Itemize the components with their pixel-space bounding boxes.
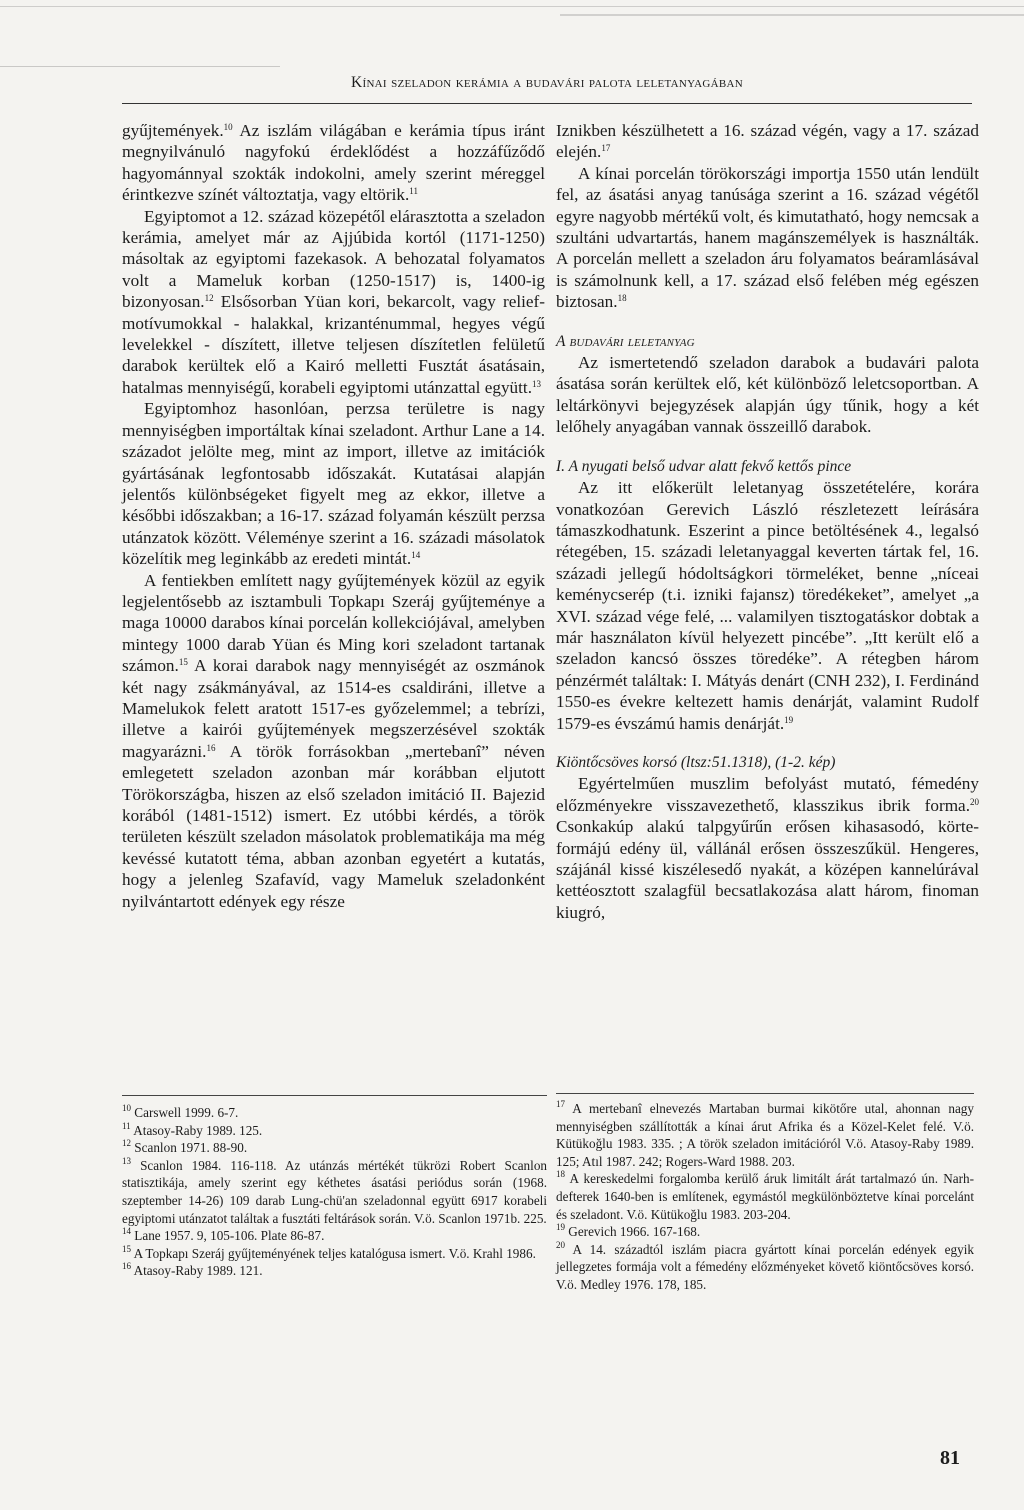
header-rule — [122, 103, 972, 104]
text-run: A korai darabok nagy mennyiségét az oszmánok két nagy zsákmányával, az 1514-es csaldiráni, illetve a Mamelukok felett aratott 1517-es győzelemmel; a tebrízi, illetve a kairói gyűjtemények megszerzésével szokták magyarázni. — [122, 656, 545, 761]
footnote-number: 20 — [556, 1239, 565, 1250]
footnote-number: 16 — [122, 1261, 131, 1272]
text-run: A török forrásokban „mertebanî” néven emlegetett szeladon azonban már korábban eljutott Törökországba, hiszen az első szeladon imitáció II. Bajezid korából (1481-1512) ismert. Ez utóbbi kérdés, a török területen készült szeladon másolatok problematikája ma még kevéssé kutatott téma, abban azonban egyetért a kutatás, hogy a jelenleg Szafavíd, vagy Mameluk szeladonként nyilvántartott edények egy része — [122, 741, 545, 911]
footnote — [122, 1104, 547, 1122]
text-run: Csonkakúp alakú talpgyűrűn erősen kihasasodó, körte-formájú edény ül, vállánál erősen összeszűkül. Hengeres, szájánál kissé kiszélesedő nyakát, a középen kannelúrával kettéosztott szalagfül becsatlakozása alatt három, finoman kiugró, — [556, 817, 979, 922]
text-run: Az iszlám világában e kerámia típus iránt megnyilvánuló nagyfokú érdeklődést a hozzáfűződő hagyománnyal szokták indokolni, amely szerint méreggel érintkezve színét változtatja, vagy eltörik. — [122, 121, 545, 205]
footnote-number: 14 — [122, 1226, 131, 1237]
footnote-text: Carswell 1999. 6-7. — [134, 1105, 239, 1120]
footnote-number: 13 — [122, 1155, 131, 1166]
page-number: 81 — [940, 1447, 960, 1469]
paragraph — [556, 773, 979, 923]
footnote — [122, 1227, 547, 1245]
footnote-ref[interactable]: 11 — [409, 186, 418, 197]
text-run: Egyiptomhoz hasonlóan, perzsa területre is nagy mennyiségben importáltak kínai szeladont. Arthur Lane a 14. századot jelölte meg, mint az import, illetve az imitációk gyártásának legfontosabb időszakát. Kutatásai alapján jelentős különbségeket figyelt meg az ekkor, illetve a későbbi időszakban; a 16-17. század folyamán készült perzsa utánzatok között. Véleménye szerint a 16. századi másolatok közelítik meg leginkább az eredeti mintát. — [122, 399, 545, 569]
footnote-ref[interactable]: 18 — [617, 293, 627, 304]
footnote — [556, 1241, 974, 1294]
footnote-ref[interactable]: 13 — [532, 378, 541, 389]
text-run: Iznikben készülhetett a 16. század végén, vagy a 17. század elején. — [556, 121, 979, 162]
left-column — [122, 120, 545, 912]
footnote-ref[interactable]: 20 — [970, 796, 979, 807]
footnote — [556, 1223, 974, 1241]
footnotes-right — [556, 1100, 974, 1294]
paragraph — [122, 398, 545, 569]
text-run: A fentiekben említett nagy gyűjtemények közül az egyik legjelentősebb az isztambuli Topkapı Szeráj gyűjteménye a maga 10000 darabos kínai porcelán kollekciójával, amelyben mintegy 1000 darab Yüan és Ming kori szeladont tartanak számon. — [122, 570, 545, 676]
footnote-ref[interactable]: 17 — [601, 143, 611, 154]
footnote-text: A 14. századtól iszlám piacra gyártott kínai porcelán edények egyik jellegzetes formája volt a fémedény előzményeket követő kiöntőcsöves korsó. V.ö. Medley 1976. 178, 185. — [556, 1241, 974, 1292]
text-run: Elsősorban Yüan kori, bekarcolt, vagy relief-motívumokkal - halakkal, krizanténummal, hegyes végű levelekkel - díszített, illetve teljesen díszítetlen felületű darabok kerültek elő a Kairó melletti Fusztát ásatásain, hatalmas mennyiségű, korabeli egyiptomi utánzattal együtt. — [122, 292, 545, 397]
section-heading: A budavári leletanyag — [556, 332, 695, 350]
footnote-text: Gerevich 1966. 167-168. — [568, 1224, 701, 1240]
footnote-number: 19 — [556, 1222, 565, 1233]
paragraph — [556, 477, 979, 734]
right-column — [556, 120, 979, 923]
footnote-text: Atasoy-Raby 1989. 125. — [133, 1122, 263, 1138]
footnote — [122, 1245, 547, 1263]
footnote-ref[interactable]: 12 — [204, 293, 214, 304]
text-run: Egyiptomot a 12. század közepétől elárasztotta a szeladon kerámia, amelyet már az Ajjúbida kortól (1171-1250) másoltak az egyiptomi fazekasok. A behozatal folyamatos volt a Mameluk korban (1250-1517) is, 1400-ig bizonyosan. — [122, 206, 545, 312]
footnote-ref[interactable]: 15 — [178, 657, 188, 668]
text-run: gyűjtemények. — [122, 121, 224, 140]
footnote — [122, 1139, 547, 1157]
footnote-text: A mertebanî elnevezés Martaban burmai kikötőre utal, ahonnan nagy mennyiségben szállították a kínai árut Afrika és a Közel-Kelet felé. V.ö. Kütükoğlu 1983. 335. ; A török szeladon imitációról V.ö. Atasoy-Raby 1989. 125; Atıl 1987. 242; Rogers-Ward 1988. 203. — [556, 1101, 974, 1169]
footnote-text: Scanlon 1971. 88-90. — [134, 1140, 248, 1156]
footnote-number: 10 — [122, 1103, 131, 1113]
footnote-ref[interactable]: 10 — [223, 122, 233, 132]
text-run: Az itt előkerült leletanyag összetételére, korára vonatkozóan Gerevich László részletezett leírására támaszkodhatunk. Eszerint a pince betöltésének 4., legalsó rétegében, 15. századi leletanyaggal keverten tártak fel, 16. századi jellegű hódoltságkori törmeléket, benne „níceai keménycserép (t.i. izniki fajansz) töredékeket”, amelyet „a XVI. század vége felé, ... valamilyen tisztogatáskor dobtak a már használaton kívül helyezett pincébe”. „Itt került elő a szeladon kancsó összes töredéke”. A rétegben három pénzérmét találtak: I. Mátyás denárt (CNH 232), I. Ferdinánd 1550-es évekre keltezett hamis denárját, valamint Rudolf 1579-es évszámú hamis denárját. — [556, 478, 979, 733]
footnotes-left — [122, 1104, 547, 1280]
footnote — [556, 1170, 974, 1223]
footnote-number: 17 — [556, 1099, 565, 1109]
footnote-number: 11 — [122, 1120, 131, 1131]
footnote — [122, 1157, 547, 1227]
section-heading: I. A nyugati belső udvar alatt fekvő kettős pince — [556, 457, 852, 475]
paragraph — [556, 163, 979, 313]
paragraph — [122, 120, 545, 206]
text-run: A kínai porcelán törökországi importja 1550 után lendült fel, az ásatási anyag tanúsága szerint a 16. század végétől egyre nagyobb mértékű volt, és kimutatható, hogy nemcsak a szultáni udvartartás, hanem magánszemélyek is használták. A porcelán mellett a szeladon áru folyamatos beáramlásával is számolnunk kell, a 17. század első felében még egészen biztosan. — [556, 163, 979, 312]
footnote-text: Atasoy-Raby 1989. 121. — [133, 1263, 263, 1279]
footnote — [556, 1100, 974, 1170]
footnote-text: Scanlon 1984. 116-118. Az utánzás mértékét tükrözi Robert Scanlon statisztikája, amely szerint egy kéthetes ásatási periódus során (1968. szeptember 14-26) 109 darab Lung-chü'an szeladonnal együtt 6917 korabeli egyiptomi utánzatot találtak a fusztáti feltárások során. V.ö. Scanlon 1971b. 225. — [122, 1157, 548, 1226]
footnote-ref[interactable]: 14 — [411, 550, 421, 561]
text-run: Egyértelműen muszlim befolyást mutató, fémedény előzményekre visszavezethető, klasszikus ibrik forma. — [556, 774, 979, 815]
footnote — [122, 1122, 547, 1140]
footnote-number: 12 — [122, 1138, 131, 1149]
paragraph — [556, 352, 979, 438]
footnote-text: A Topkapı Szeráj gyűjteményének teljes katalógusa ismert. V.ö. Krahl 1986. — [133, 1245, 536, 1261]
paragraph — [122, 206, 545, 399]
footnote-text: Lane 1957. 9, 105-106. Plate 86-87. — [134, 1228, 325, 1244]
footnote-ref[interactable]: 19 — [784, 714, 794, 725]
text-run: Az ismertetendő szeladon darabok a budavári palota ásatása során kerültek elő, két különböző leletcsoportban. A leltárkönyvi bejegyzések alapján úgy tűnik, hogy a két lelőhely anyagában vannak összeillő darabok. — [556, 353, 979, 437]
footnote-number: 15 — [122, 1243, 131, 1254]
paragraph — [122, 570, 545, 913]
scan-edge-line — [0, 6, 1024, 7]
running-head: Kínai szeladon kerámia a budavári palota leletanyagában — [350, 74, 743, 91]
scan-edge-line — [560, 14, 1024, 16]
footnote-ref[interactable]: 16 — [206, 742, 216, 753]
footnote-rule — [122, 1095, 547, 1096]
paragraph — [556, 120, 979, 163]
footnote-number: 18 — [556, 1169, 565, 1180]
scan-edge-line — [0, 66, 280, 67]
footnote-rule — [556, 1093, 974, 1094]
footnote — [122, 1262, 547, 1280]
footnote-text: A kereskedelmi forgalomba kerülő áruk limitált árát tartalmazó ún. Narh-defterek 1640-ben is említenek, egymástól megkülönböztetve kínai porcelánt és szeladont. V.ö. Kütükoğlu 1983. 203-204. — [556, 1171, 974, 1222]
subsection-heading: Kiöntőcsöves korsó (ltsz:51.1318), (1-2. kép) — [556, 753, 836, 771]
